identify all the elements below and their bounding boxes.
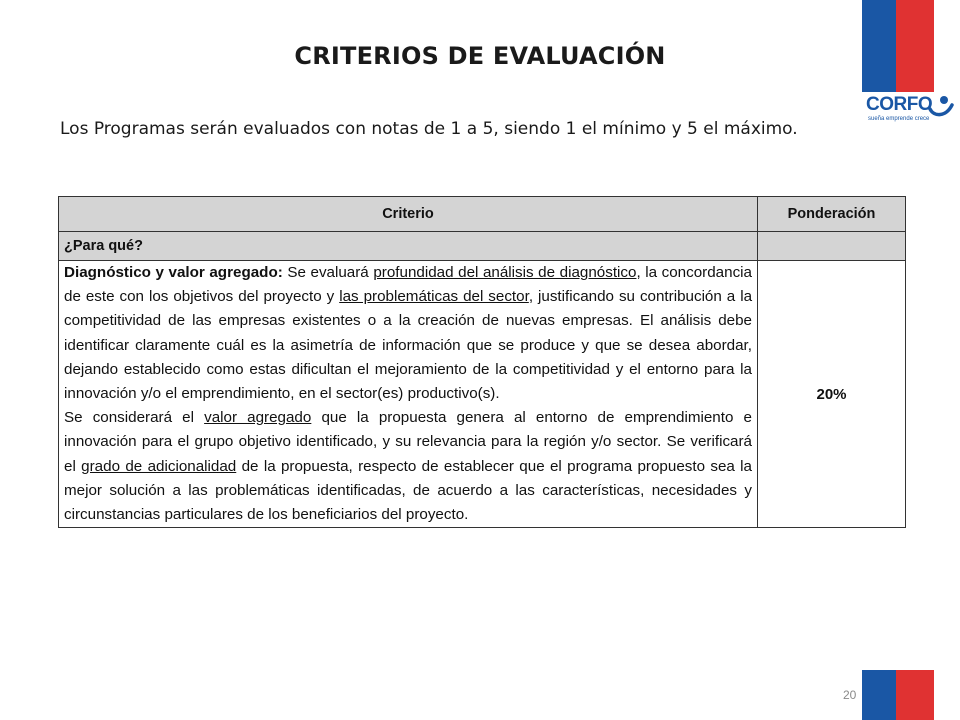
table-header-row bbox=[59, 197, 906, 232]
text-span: Se considerará el bbox=[64, 409, 205, 427]
section-row bbox=[59, 232, 906, 261]
criterion-weight: 20% bbox=[758, 261, 906, 528]
corfo-logo bbox=[866, 94, 958, 130]
criterion-description bbox=[59, 261, 758, 528]
text-span: , la concordancia de este con los objetivos del proyecto y bbox=[64, 264, 752, 306]
text-span: , justificando su contribución a la competitividad de las empresas existentes o a la creación de nuevas empresas. El análisis debe identificar claramente cuál es la asimetría de información que se produce y que se desea abordar, dejando establecido como estas dificultan el mejoramiento de la competitividad y el entorno para la innovación y/o el emprendimiento, en el sector(es) productivo(s). bbox=[64, 288, 753, 403]
flag-red-stripe bbox=[896, 670, 934, 720]
criterion-paragraph-2 bbox=[64, 406, 752, 527]
header-criterio: Criterio bbox=[59, 197, 758, 232]
underlined-text: profundidad del análisis de diagnóstico bbox=[373, 264, 637, 281]
underlined-text: las problemáticas del sector bbox=[339, 288, 529, 306]
flag-blue-stripe bbox=[862, 670, 896, 720]
criterion-lead: Diagnóstico y valor agregado: bbox=[64, 264, 283, 281]
criteria-table bbox=[58, 196, 906, 528]
text-span: de la propuesta, respecto de establecer que el programa propuesto sea la mejor solución a las problemáticas identificadas, de acuerdo a las características, necesidades y circunstancias particulares de los beneficiarios del proyecto. bbox=[64, 457, 753, 524]
flag-stripes-bottom bbox=[862, 670, 934, 720]
header-ponderacion: Ponderación bbox=[758, 197, 906, 232]
page-title: CRITERIOS DE EVALUACIÓN bbox=[294, 42, 666, 70]
logo-wordmark: CORFO bbox=[866, 94, 933, 115]
section-label: ¿Para qué? bbox=[59, 232, 758, 261]
underlined-text: valor agregado bbox=[204, 409, 312, 427]
logo-tagline: sueña emprende crece bbox=[868, 116, 930, 122]
logo-swoosh-icon bbox=[928, 95, 954, 119]
table-row bbox=[59, 261, 906, 528]
text-span: Se evaluará bbox=[282, 264, 374, 281]
page-number: 20 bbox=[843, 688, 857, 702]
text-span: que la propuesta genera al entorno de emprendimiento e innovación para el grupo objetivo identificado, y su relevancia para la región y/o sector. Se verificará el bbox=[64, 409, 752, 475]
underlined-text: grado de adicionalidad bbox=[81, 457, 237, 475]
section-empty-cell bbox=[758, 232, 906, 261]
intro-paragraph: Los Programas serán evaluados con notas de 1 a 5, siendo 1 el mínimo y 5 el máximo. bbox=[60, 119, 798, 139]
criterion-paragraph-1 bbox=[64, 261, 752, 406]
